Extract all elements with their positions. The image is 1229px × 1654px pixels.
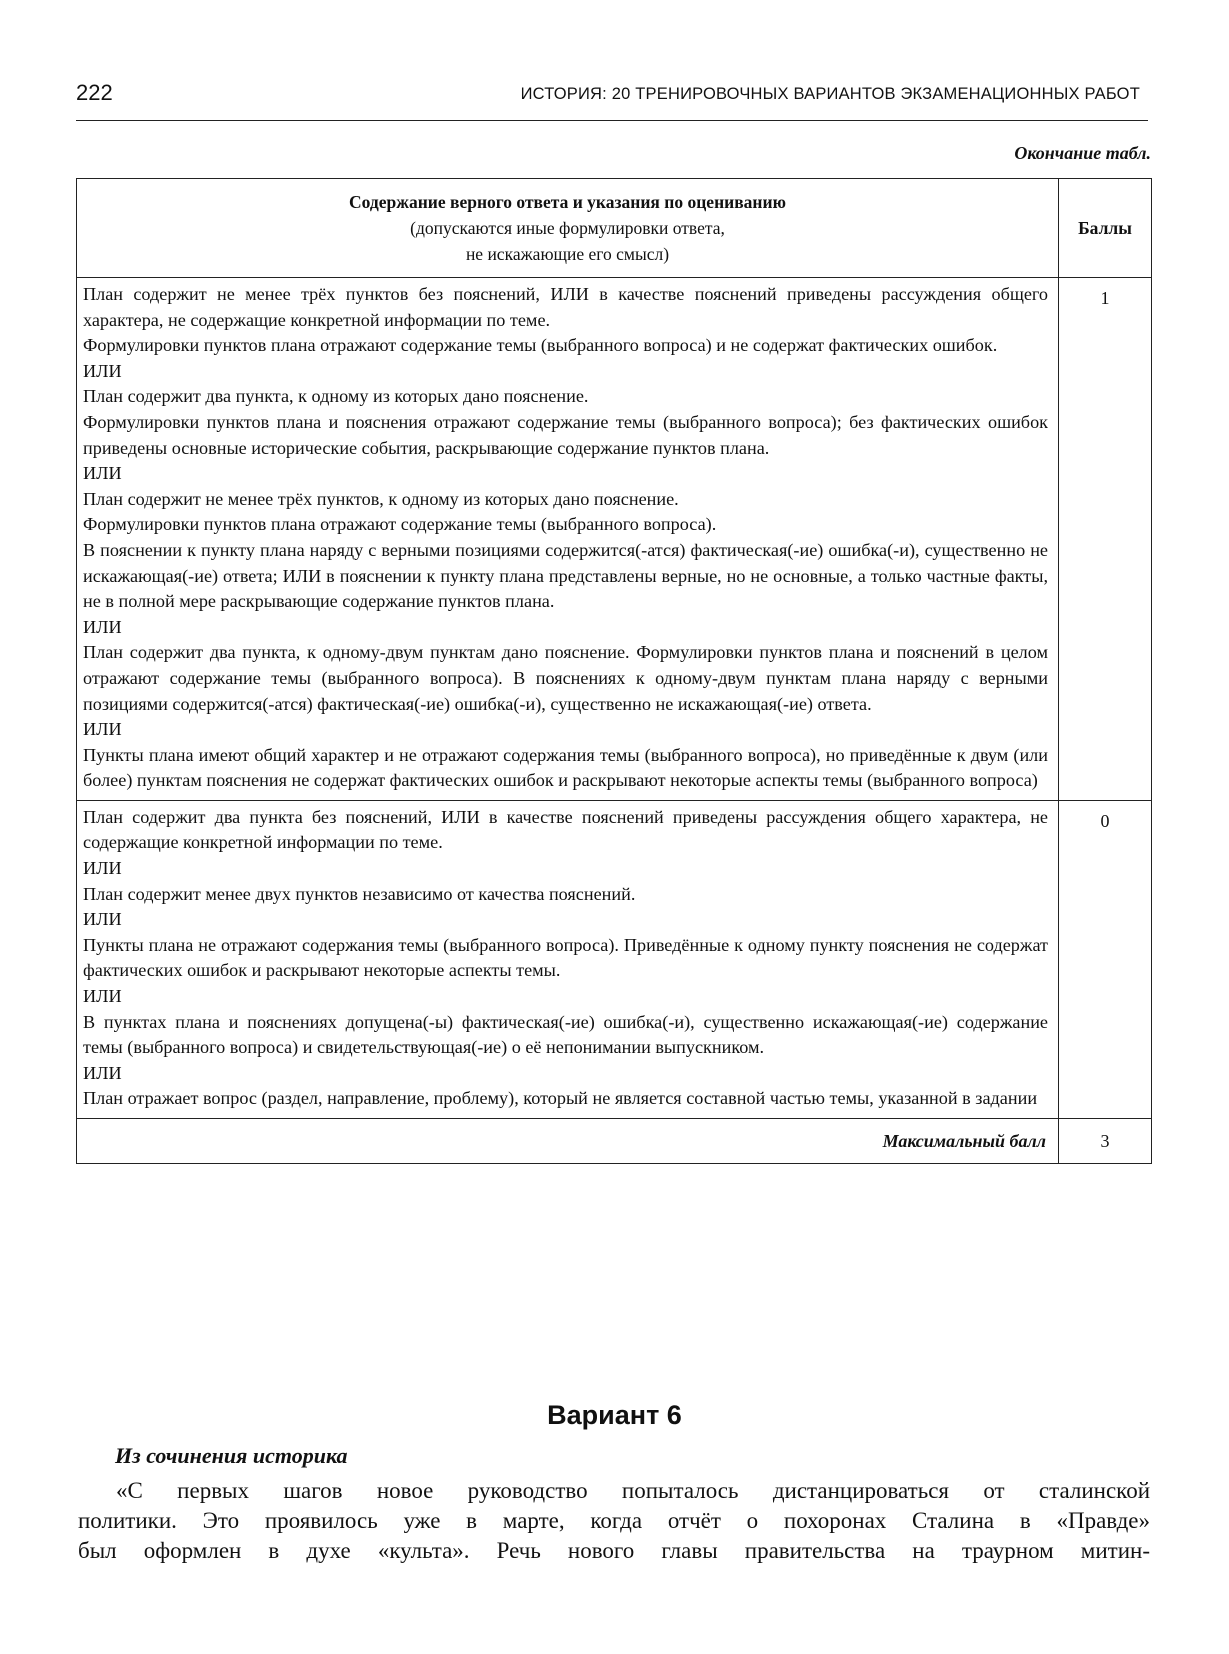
criteria-line: ИЛИ [83, 986, 122, 1007]
criteria-line: ИЛИ [83, 909, 122, 930]
criteria-cell [77, 800, 1059, 1118]
criteria-line: ИЛИ [83, 858, 122, 879]
variant-title: Вариант 6 [547, 1400, 682, 1430]
max-score-label: Максимальный балл [77, 1119, 1059, 1164]
max-score-value: 3 [1059, 1119, 1152, 1164]
grading-table [76, 178, 1152, 1164]
criteria-line: В пунктах плана и пояснениях допущена(-ы) фактическая(-ие) ошибка(-и), существенно искажающая(-ие) содержание темы (выбранного вопроса) и свидетельствующая(-ие) о её непонимании выпускником. [83, 1011, 1048, 1058]
excerpt-line: «С первых шагов новое руководство попыталось дистанцироваться от сталинской [116, 1478, 1150, 1503]
criteria-line: ИЛИ [83, 616, 122, 637]
header-content-note-1: (допускаются иные формулировки ответа, [410, 218, 725, 238]
criteria-line: ИЛИ [83, 463, 122, 484]
source-title: Из сочинения историка [115, 1443, 348, 1468]
excerpt-line: политики. Это проявилось уже в марте, когда отчёт о похоронах Сталина в «Правде» [78, 1508, 1150, 1533]
max-score-row [77, 1119, 1152, 1164]
table-row [77, 800, 1152, 1118]
historian-excerpt [78, 1476, 1150, 1566]
criteria-cell [77, 278, 1059, 801]
criteria-line: План содержит два пункта без пояснений, ИЛИ в качестве пояснений приведены рассуждения общего характера, не содержащие конкретной информации по теме. [83, 806, 1048, 853]
header-content-cell [77, 179, 1059, 278]
criteria-line: План содержит не менее трёх пунктов, к одному из которых дано пояснение. [83, 488, 679, 509]
running-title: ИСТОРИЯ: 20 ТРЕНИРОВОЧНЫХ ВАРИАНТОВ ЭКЗАМЕНАЦИОННЫХ РАБОТ [520, 85, 1140, 103]
criteria-line: План содержит два пункта, к одному из которых дано пояснение. [83, 386, 589, 407]
criteria-line: План содержит менее двух пунктов независимо от качества пояснений. [83, 883, 636, 904]
header-content-title: Содержание верного ответа и указания по оцениванию [349, 192, 786, 212]
criteria-line: Формулировки пунктов плана отражают содержание темы (выбранного вопроса). [83, 514, 717, 535]
page-number: 222 [76, 80, 113, 105]
score-cell: 1 [1059, 278, 1152, 801]
table-caption: Окончание табл. [1014, 143, 1151, 163]
header-content-note-2: не искажающие его смысл) [465, 244, 670, 264]
criteria-line: Пункты плана не отражают содержания темы (выбранного вопроса). Приведённые к одному пункту пояснения не содержат фактических ошибок и раскрывают некоторые аспекты темы. [83, 934, 1048, 981]
criteria-line: План содержит два пункта, к одному-двум пунктам дано пояснение. Формулировки пунктов плана и пояснений в целом отражают содержание темы (выбранного вопроса). В пояснениях к одному-двум пунктам плана наряду с верными позициями содержится(-атся) фактическая(-ие) ошибка(-и), существенно не искажающая(-ие) ответа. [83, 642, 1048, 714]
header-score-cell: Баллы [1059, 179, 1152, 278]
criteria-line: Пункты плана имеют общий характер и не отражают содержания темы (выбранного вопроса), но приведённые к двум (или более) пунктам пояснения не содержат фактических ошибок и раскрывают некоторые аспекты темы (выбранного вопроса) [83, 744, 1048, 791]
table-header-row [77, 179, 1152, 278]
criteria-line: ИЛИ [83, 1062, 122, 1083]
criteria-line: Формулировки пунктов плана отражают содержание темы (выбранного вопроса) и не содержат фактических ошибок. [83, 335, 998, 356]
criteria-line: План отражает вопрос (раздел, направление, проблему), который не является составной частью темы, указанной в задании [83, 1088, 1038, 1109]
excerpt-line: был оформлен в духе «культа». Речь нового главы правительства на траурном митин- [78, 1538, 1150, 1563]
criteria-line: План содержит не менее трёх пунктов без пояснений, ИЛИ в качестве пояснений приведены рассуждения общего характера, не содержащие конкретной информации по теме. [83, 284, 1048, 330]
table-row [77, 278, 1152, 801]
page-header [76, 78, 1148, 121]
criteria-line: ИЛИ [83, 719, 122, 740]
score-cell: 0 [1059, 800, 1152, 1118]
criteria-line: В пояснении к пункту плана наряду с верными позициями содержится(-атся) фактическая(-ие) ошибка(-и), существенно не искажающая(-ие) ответа; ИЛИ в пояснении к пункту плана представлены верные, но не основные, а только частные факты, не в полной мере раскрывающие содержание пунктов плана. [83, 539, 1048, 612]
criteria-line: ИЛИ [83, 360, 122, 381]
criteria-line: Формулировки пунктов плана и пояснения отражают содержание темы (выбранного вопроса); без фактических ошибок приведены основные исторические события, раскрывающие содержание пунктов плана. [83, 411, 1048, 458]
